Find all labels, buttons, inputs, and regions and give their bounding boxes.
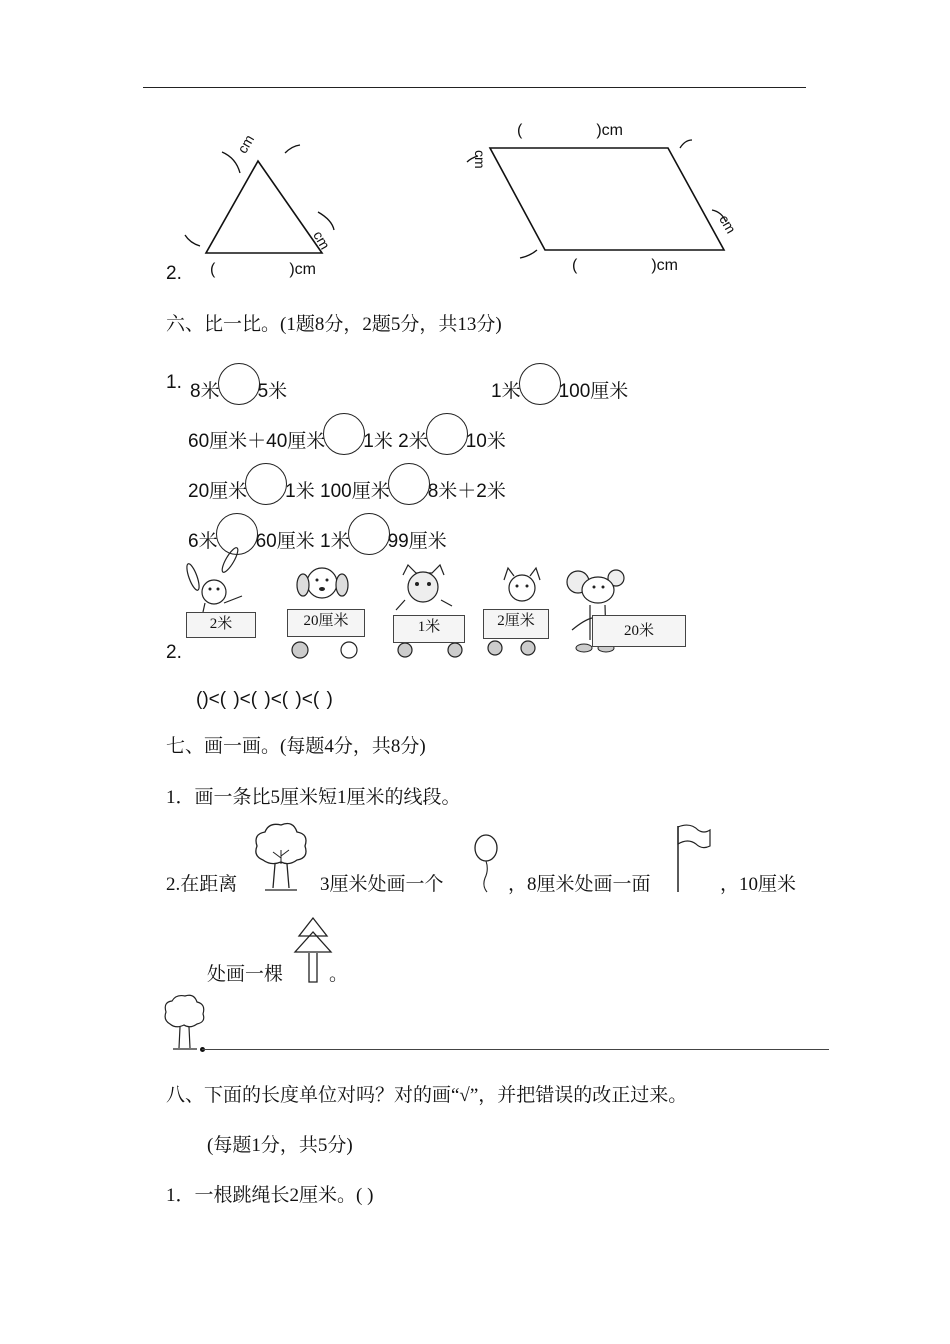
section6-heading: 六、比一比。(1题8分，2题5分，共13分) <box>166 314 502 335</box>
row-left-a: 6米 <box>188 531 218 553</box>
s7-q1: 1．画一条比5厘米短1厘米的线段。 <box>166 787 461 808</box>
blank-close: ) <box>289 261 295 278</box>
dog-icon <box>297 568 348 598</box>
triangle-right-cm: cm <box>310 228 334 253</box>
row-left-a: 8米 <box>190 381 220 403</box>
s7-q2-part3: ，8厘米处画一面 <box>508 874 651 895</box>
rabbit-icon <box>184 546 242 612</box>
triangle-left-cm: cm <box>234 131 258 156</box>
tree-icon <box>251 820 311 895</box>
para-left-cm: cm <box>472 150 488 169</box>
row-right-a: 100厘米 <box>320 481 390 503</box>
animal-sign-2: 20厘米 <box>287 609 365 637</box>
wheel-icon <box>521 641 535 655</box>
s8-q1: 1．一根跳绳长2厘米。( ) <box>166 1185 374 1206</box>
row-left-b: 1米 <box>363 431 393 453</box>
row-right-b: 8米＋2米 <box>427 481 506 503</box>
s6-q1-number: 1. <box>166 372 182 393</box>
fox-icon <box>504 568 540 601</box>
row-right-b: 100厘米 <box>558 381 629 403</box>
row-right-a: 1米 <box>320 531 350 553</box>
section7-heading: 七、画一画。(每题4分，共8分) <box>166 736 426 757</box>
row-left-b: 1米 <box>285 481 315 503</box>
animal-sign-3: 1米 <box>393 615 465 643</box>
row-right-b: 10米 <box>465 431 506 453</box>
pine-tree-icon <box>293 916 333 986</box>
animal-sign-5: 20米 <box>592 615 686 647</box>
row-left-b: 5米 <box>257 381 288 403</box>
blank-open: ( <box>210 261 216 278</box>
row-left-a: 60厘米＋40厘米 <box>188 431 326 453</box>
cm-unit: cm <box>601 122 623 139</box>
row-right-a: 2米 <box>398 431 428 453</box>
order-answer-line[interactable]: ()<( )<( )<( )<( ) <box>196 689 333 710</box>
wheel-icon <box>398 643 412 657</box>
section8-subheading: (每题1分，共5分) <box>207 1135 353 1156</box>
q5-item-number: 2. <box>166 263 182 284</box>
row-right-b: 99厘米 <box>387 531 447 553</box>
cat-icon <box>396 565 452 610</box>
s6-q2-number: 2. <box>166 642 182 663</box>
drawing-baseline[interactable] <box>202 1049 829 1050</box>
row-right-a: 1米 <box>491 381 521 403</box>
blank-open: ( <box>517 122 523 139</box>
row-left-b: 60厘米 <box>255 531 315 553</box>
blank-close: ) <box>596 122 602 139</box>
s7-q2-part1: 2.在距离 <box>166 874 238 895</box>
para-right-cm: cm <box>716 212 740 237</box>
animal-sign-1: 2米 <box>186 612 256 638</box>
flag-icon <box>674 824 714 894</box>
cm-unit: cm <box>656 257 678 274</box>
blank-close: ) <box>651 257 657 274</box>
section8-heading: 八、下面的长度单位对吗？对的画“√”，并把错误的改正过来。 <box>166 1085 688 1106</box>
s7-q2-part4: ，10厘米 <box>720 874 797 895</box>
row-left-a: 20厘米 <box>188 481 248 503</box>
balloon-icon <box>471 834 501 894</box>
s7-q2-part2: 3厘米处画一个 <box>320 874 444 895</box>
animal-sign-4: 2厘米 <box>483 609 549 639</box>
wheel-icon <box>292 642 308 658</box>
small-tree-icon <box>161 992 211 1052</box>
cm-unit: cm <box>294 261 316 278</box>
wheel-icon <box>488 641 502 655</box>
s7-q2-part6: 。 <box>329 964 349 985</box>
s7-q2-part5: 处画一棵 <box>207 964 284 985</box>
wheel-icon <box>448 643 462 657</box>
blank-open: ( <box>572 257 578 274</box>
wheel-icon <box>341 642 357 658</box>
